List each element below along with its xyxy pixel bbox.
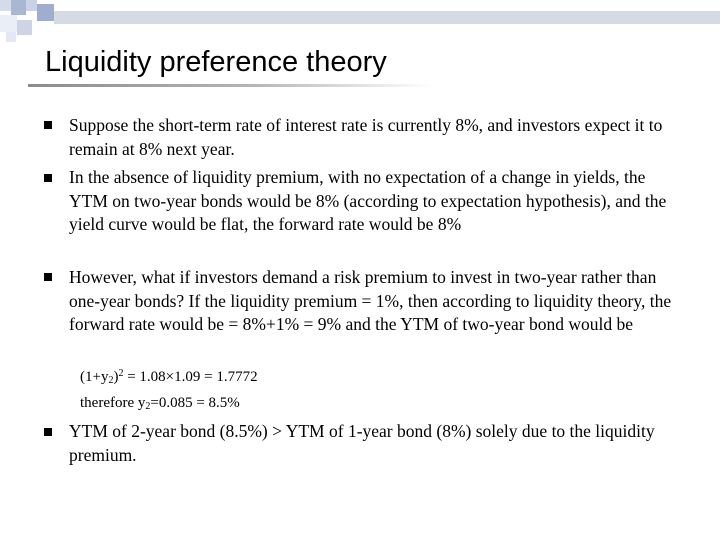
- deco-square: [0, 15, 17, 32]
- equation-line-1: [80, 368, 258, 386]
- deco-square: [37, 4, 54, 21]
- deco-square: [6, 32, 16, 42]
- equation-2-subscript: 2: [145, 401, 151, 412]
- deco-band: [54, 11, 720, 24]
- corner-squares-decoration: [0, 0, 720, 45]
- equation-1-close: ): [113, 369, 119, 385]
- bullet-square: [44, 428, 52, 436]
- bullet-square: [44, 273, 52, 281]
- equation-1-rest: = 1.08×1.09 = 1.7772: [123, 369, 258, 385]
- equation-line-2: [80, 394, 240, 412]
- deco-square: [0, 0, 11, 11]
- equation-2-prefix: therefore y: [80, 395, 146, 411]
- slide-title: Liquidity preference theory: [45, 46, 387, 78]
- deco-square: [17, 20, 32, 35]
- equation-1-superscript: 2: [118, 368, 124, 379]
- equation-2-rest: =0.085 = 8.5%: [150, 395, 240, 411]
- bullet-square: [44, 121, 52, 129]
- bullet-square: [44, 174, 52, 182]
- bullet-text-4: YTM of 2-year bond (8.5%) > YTM of 1-year bond (8%) solely due to the liquidity premium.: [69, 421, 655, 465]
- deco-square: [11, 0, 26, 15]
- bullet-text-3: However, what if investors demand a risk premium to invest in two-year rather than one-year bonds? If the liquidity premium = 1%, then according to liquidity theory, the forward rate would be = 8%+1% = 9% and the YTM of two-year bond would be: [69, 267, 672, 335]
- equation-1-open: (1+y: [80, 369, 109, 385]
- bullet-text-1: Suppose the short-term rate of interest rate is currently 8%, and investors expect it to remain at 8% next year.: [69, 115, 663, 159]
- bullet-text-2: In the absence of liquidity premium, with no expectation of a change in yields, the YTM on two-year bonds would be 8% (according to expectation hypothesis), and the yield curve would be flat, the forward rate would be 8%: [69, 167, 667, 235]
- equation-1-subscript: 2: [108, 375, 114, 386]
- deco-square: [26, 0, 37, 11]
- title-underline: [28, 84, 432, 87]
